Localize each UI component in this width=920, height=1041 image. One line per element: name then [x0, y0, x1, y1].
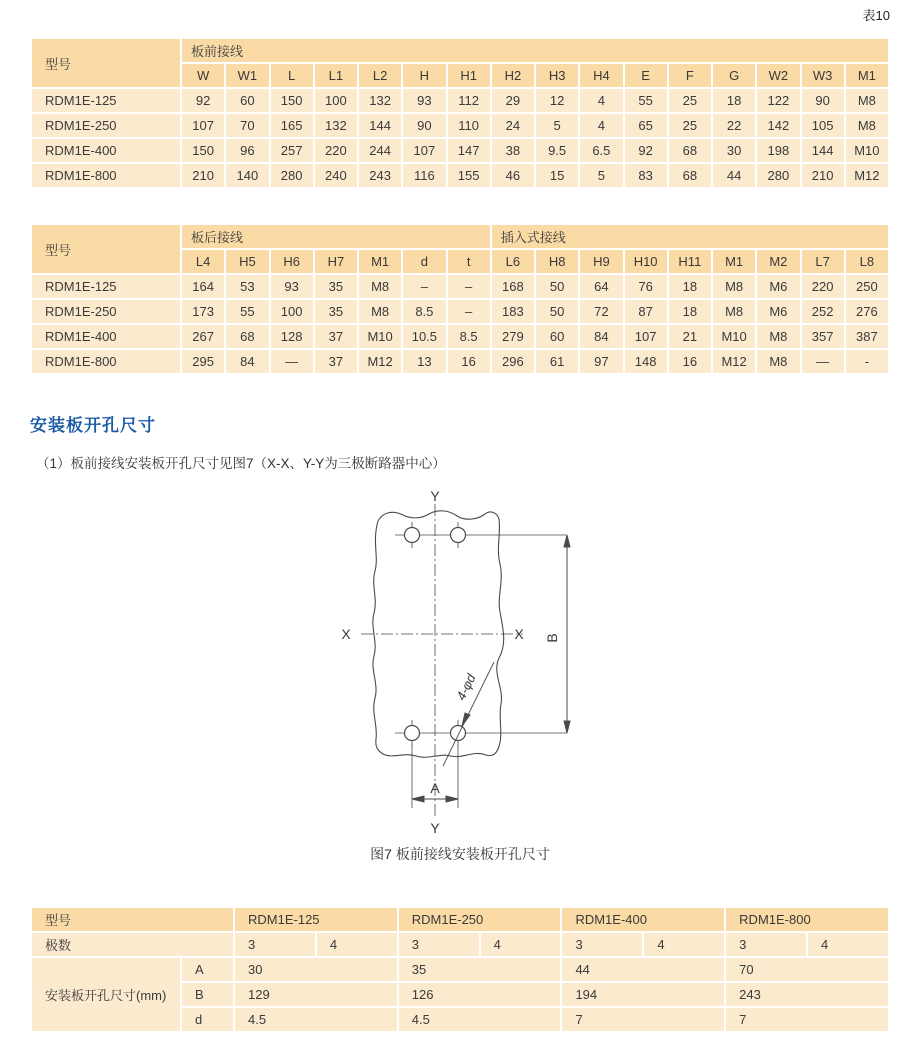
value-cell: M12 — [358, 349, 402, 374]
value-cell: 107 — [624, 324, 668, 349]
col-header: E — [624, 63, 668, 88]
value-cell: 35 — [398, 957, 562, 982]
mounting-hole — [451, 726, 466, 741]
value-cell: 16 — [668, 349, 712, 374]
model-column-header: 型号 — [31, 38, 181, 88]
value-cell: M8 — [756, 349, 800, 374]
value-cell: – — [447, 299, 491, 324]
value-cell: 60 — [225, 88, 269, 113]
value-cell: 280 — [270, 163, 314, 188]
value-cell: 16 — [447, 349, 491, 374]
mounting-hole — [451, 528, 466, 543]
col-header: L8 — [845, 249, 889, 274]
value-cell: 90 — [801, 88, 845, 113]
value-cell: 7 — [561, 1007, 725, 1032]
value-cell: 72 — [579, 299, 623, 324]
value-cell: 44 — [712, 163, 756, 188]
col-header: H4 — [579, 63, 623, 88]
value-cell: 257 — [270, 138, 314, 163]
value-cell: 210 — [181, 163, 225, 188]
value-cell: 387 — [845, 324, 889, 349]
model-cell: RDM1E-250 — [31, 299, 181, 324]
value-cell: 155 — [447, 163, 491, 188]
poles-cell: 3 — [234, 932, 316, 957]
value-cell: 142 — [756, 113, 800, 138]
hole-count-label: 4-φd — [453, 671, 479, 703]
value-cell: 29 — [491, 88, 535, 113]
col-header: t — [447, 249, 491, 274]
mounting-hole — [405, 726, 420, 741]
value-cell: 100 — [270, 299, 314, 324]
value-cell: M10 — [845, 138, 889, 163]
value-cell: M8 — [712, 274, 756, 299]
col-header: L — [270, 63, 314, 88]
value-cell: 198 — [756, 138, 800, 163]
value-cell: M8 — [712, 299, 756, 324]
model-column-header: 型号 — [31, 224, 181, 274]
value-cell: - — [845, 349, 889, 374]
table-row — [31, 163, 889, 188]
hole-size-table — [30, 906, 890, 1033]
value-cell: 132 — [358, 88, 402, 113]
model-column-header: 型号 — [31, 907, 234, 932]
value-cell: 90 — [402, 113, 446, 138]
value-cell: 164 — [181, 274, 225, 299]
value-cell: 87 — [624, 299, 668, 324]
value-cell: 18 — [668, 274, 712, 299]
col-header: H8 — [535, 249, 579, 274]
value-cell: 7 — [725, 1007, 889, 1032]
value-cell: 128 — [270, 324, 314, 349]
value-cell: M8 — [358, 299, 402, 324]
value-cell: 105 — [801, 113, 845, 138]
value-cell: 296 — [491, 349, 535, 374]
value-cell: 64 — [579, 274, 623, 299]
value-cell: 8.5 — [402, 299, 446, 324]
dimension-label-b: B — [544, 633, 560, 643]
col-header: H11 — [668, 249, 712, 274]
value-cell: 357 — [801, 324, 845, 349]
value-cell: 15 — [535, 163, 579, 188]
value-cell: M6 — [756, 274, 800, 299]
value-cell: – — [447, 274, 491, 299]
value-cell: 150 — [270, 88, 314, 113]
value-cell: 76 — [624, 274, 668, 299]
value-cell: 279 — [491, 324, 535, 349]
value-cell: 165 — [270, 113, 314, 138]
value-cell: 37 — [314, 349, 358, 374]
value-cell: 5 — [535, 113, 579, 138]
value-cell: 147 — [447, 138, 491, 163]
value-cell: 107 — [402, 138, 446, 163]
value-cell: 132 — [314, 113, 358, 138]
value-cell: 18 — [712, 88, 756, 113]
group-header-plugin-wiring: 插入式接线 — [491, 224, 889, 249]
value-cell: 21 — [668, 324, 712, 349]
model-cell: RDM1E-125 — [31, 274, 181, 299]
value-cell: 244 — [358, 138, 402, 163]
value-cell: 92 — [624, 138, 668, 163]
value-cell: 220 — [801, 274, 845, 299]
value-cell: 144 — [358, 113, 402, 138]
param-cell: B — [181, 982, 234, 1007]
table-number-label: 表10 — [862, 8, 890, 23]
front-wiring-table — [30, 37, 890, 189]
value-cell: M8 — [845, 113, 889, 138]
col-header: M1 — [712, 249, 756, 274]
value-cell: 129 — [234, 982, 398, 1007]
table-row — [31, 324, 889, 349]
value-cell: M6 — [756, 299, 800, 324]
value-cell: 9.5 — [535, 138, 579, 163]
value-cell: 93 — [270, 274, 314, 299]
value-cell: 168 — [491, 274, 535, 299]
model-cell: RDM1E-125 — [31, 88, 181, 113]
value-cell: 97 — [579, 349, 623, 374]
value-cell: 112 — [447, 88, 491, 113]
table-row — [31, 932, 889, 957]
col-header: L1 — [314, 63, 358, 88]
col-header: W — [181, 63, 225, 88]
table-row — [31, 113, 889, 138]
value-cell: 92 — [181, 88, 225, 113]
col-header: M2 — [756, 249, 800, 274]
table-row — [31, 299, 889, 324]
value-cell: 122 — [756, 88, 800, 113]
value-cell: 4.5 — [398, 1007, 562, 1032]
value-cell: 22 — [712, 113, 756, 138]
value-cell: 35 — [314, 299, 358, 324]
section-heading: 安装板开孔尺寸 — [30, 416, 156, 435]
value-cell: 144 — [801, 138, 845, 163]
value-cell: M10 — [712, 324, 756, 349]
value-cell: 4.5 — [234, 1007, 398, 1032]
table-row — [31, 957, 889, 982]
model-cell: RDM1E-400 — [31, 138, 181, 163]
col-header: H9 — [579, 249, 623, 274]
axis-label-y-top: Y — [430, 488, 440, 504]
value-cell: 6.5 — [579, 138, 623, 163]
value-cell: 107 — [181, 113, 225, 138]
value-cell: 110 — [447, 113, 491, 138]
col-header: W2 — [756, 63, 800, 88]
model-header-cell: RDM1E-125 — [234, 907, 398, 932]
axis-label-x-left: X — [341, 626, 351, 642]
col-header: M1 — [845, 63, 889, 88]
mounting-hole — [405, 528, 420, 543]
value-cell: 18 — [668, 299, 712, 324]
value-cell: 46 — [491, 163, 535, 188]
value-cell: 250 — [845, 274, 889, 299]
poles-cell: 4 — [643, 932, 725, 957]
col-header: H2 — [491, 63, 535, 88]
model-header-cell: RDM1E-800 — [725, 907, 889, 932]
col-header: L2 — [358, 63, 402, 88]
poles-cell: 4 — [316, 932, 398, 957]
value-cell: M8 — [358, 274, 402, 299]
col-header: H — [402, 63, 446, 88]
value-cell: M12 — [845, 163, 889, 188]
value-cell: 276 — [845, 299, 889, 324]
value-cell: 183 — [491, 299, 535, 324]
value-cell: 116 — [402, 163, 446, 188]
value-cell: 126 — [398, 982, 562, 1007]
value-cell: 50 — [535, 299, 579, 324]
group-header-front-wiring: 板前接线 — [181, 38, 889, 63]
value-cell: 150 — [181, 138, 225, 163]
poles-cell: 3 — [561, 932, 643, 957]
model-cell: RDM1E-800 — [31, 163, 181, 188]
axis-label-x-right: X — [514, 626, 524, 642]
group-header-rear-wiring: 板后接线 — [181, 224, 491, 249]
value-cell: 194 — [561, 982, 725, 1007]
col-header: H6 — [270, 249, 314, 274]
value-cell: 100 — [314, 88, 358, 113]
value-cell: 68 — [668, 163, 712, 188]
col-header: H1 — [447, 63, 491, 88]
poles-header: 极数 — [31, 932, 234, 957]
table-row — [31, 88, 889, 113]
value-cell: 173 — [181, 299, 225, 324]
value-cell: 13 — [402, 349, 446, 374]
value-cell: 70 — [225, 113, 269, 138]
model-cell: RDM1E-400 — [31, 324, 181, 349]
value-cell: 96 — [225, 138, 269, 163]
poles-cell: 3 — [398, 932, 480, 957]
model-header-cell: RDM1E-250 — [398, 907, 562, 932]
figure7-diagram — [315, 486, 605, 836]
value-cell: 148 — [624, 349, 668, 374]
model-cell: RDM1E-800 — [31, 349, 181, 374]
value-cell: 61 — [535, 349, 579, 374]
value-cell: – — [402, 274, 446, 299]
table-row — [31, 138, 889, 163]
value-cell: 5 — [579, 163, 623, 188]
value-cell: 243 — [725, 982, 889, 1007]
col-header: F — [668, 63, 712, 88]
value-cell: 50 — [535, 274, 579, 299]
col-header: H5 — [225, 249, 269, 274]
col-header: L4 — [181, 249, 225, 274]
value-cell: 60 — [535, 324, 579, 349]
poles-cell: 4 — [807, 932, 889, 957]
model-header-cell: RDM1E-400 — [561, 907, 725, 932]
table-row — [31, 349, 889, 374]
col-header: G — [712, 63, 756, 88]
value-cell: 140 — [225, 163, 269, 188]
value-cell: 25 — [668, 88, 712, 113]
col-header: L7 — [801, 249, 845, 274]
value-cell: 38 — [491, 138, 535, 163]
value-cell: 35 — [314, 274, 358, 299]
value-cell: M12 — [712, 349, 756, 374]
value-cell: 53 — [225, 274, 269, 299]
rear-wiring-table — [30, 223, 890, 375]
dimension-label-a: A — [430, 780, 440, 796]
value-cell: 70 — [725, 957, 889, 982]
value-cell: — — [801, 349, 845, 374]
col-header: W3 — [801, 63, 845, 88]
col-header: d — [402, 249, 446, 274]
value-cell: 10.5 — [402, 324, 446, 349]
value-cell: 44 — [561, 957, 725, 982]
col-header: L6 — [491, 249, 535, 274]
value-cell: 280 — [756, 163, 800, 188]
value-cell: 8.5 — [447, 324, 491, 349]
section-note: （1）板前接线安装板开孔尺寸见图7（X-X、Y-Y为三极断路器中心） — [36, 456, 446, 471]
value-cell: 30 — [712, 138, 756, 163]
value-cell: 252 — [801, 299, 845, 324]
col-header: W1 — [225, 63, 269, 88]
value-cell: 84 — [579, 324, 623, 349]
value-cell: 220 — [314, 138, 358, 163]
value-cell: 4 — [579, 113, 623, 138]
value-cell: 37 — [314, 324, 358, 349]
value-cell: 12 — [535, 88, 579, 113]
value-cell: 4 — [579, 88, 623, 113]
value-cell: 240 — [314, 163, 358, 188]
value-cell: M8 — [756, 324, 800, 349]
value-cell: 55 — [624, 88, 668, 113]
axis-label-y-bottom: Y — [430, 820, 440, 836]
param-cell: d — [181, 1007, 234, 1032]
value-cell: 55 — [225, 299, 269, 324]
dimension-group-header: 安装板开孔尺寸(mm) — [31, 957, 181, 1032]
value-cell: M10 — [358, 324, 402, 349]
col-header: H3 — [535, 63, 579, 88]
model-cell: RDM1E-250 — [31, 113, 181, 138]
value-cell: 210 — [801, 163, 845, 188]
value-cell: 68 — [668, 138, 712, 163]
value-cell: 84 — [225, 349, 269, 374]
value-cell: 24 — [491, 113, 535, 138]
col-header: H10 — [624, 249, 668, 274]
value-cell: 65 — [624, 113, 668, 138]
value-cell: 83 — [624, 163, 668, 188]
value-cell: 68 — [225, 324, 269, 349]
col-header: M1 — [358, 249, 402, 274]
col-header: H7 — [314, 249, 358, 274]
value-cell: 295 — [181, 349, 225, 374]
param-cell: A — [181, 957, 234, 982]
value-cell: 243 — [358, 163, 402, 188]
value-cell: 267 — [181, 324, 225, 349]
value-cell: 25 — [668, 113, 712, 138]
value-cell: — — [270, 349, 314, 374]
table-row — [31, 274, 889, 299]
figure-caption: 图7 板前接线安装板开孔尺寸 — [370, 846, 550, 862]
poles-cell: 4 — [480, 932, 562, 957]
value-cell: M8 — [845, 88, 889, 113]
value-cell: 30 — [234, 957, 398, 982]
poles-cell: 3 — [725, 932, 807, 957]
value-cell: 93 — [402, 88, 446, 113]
